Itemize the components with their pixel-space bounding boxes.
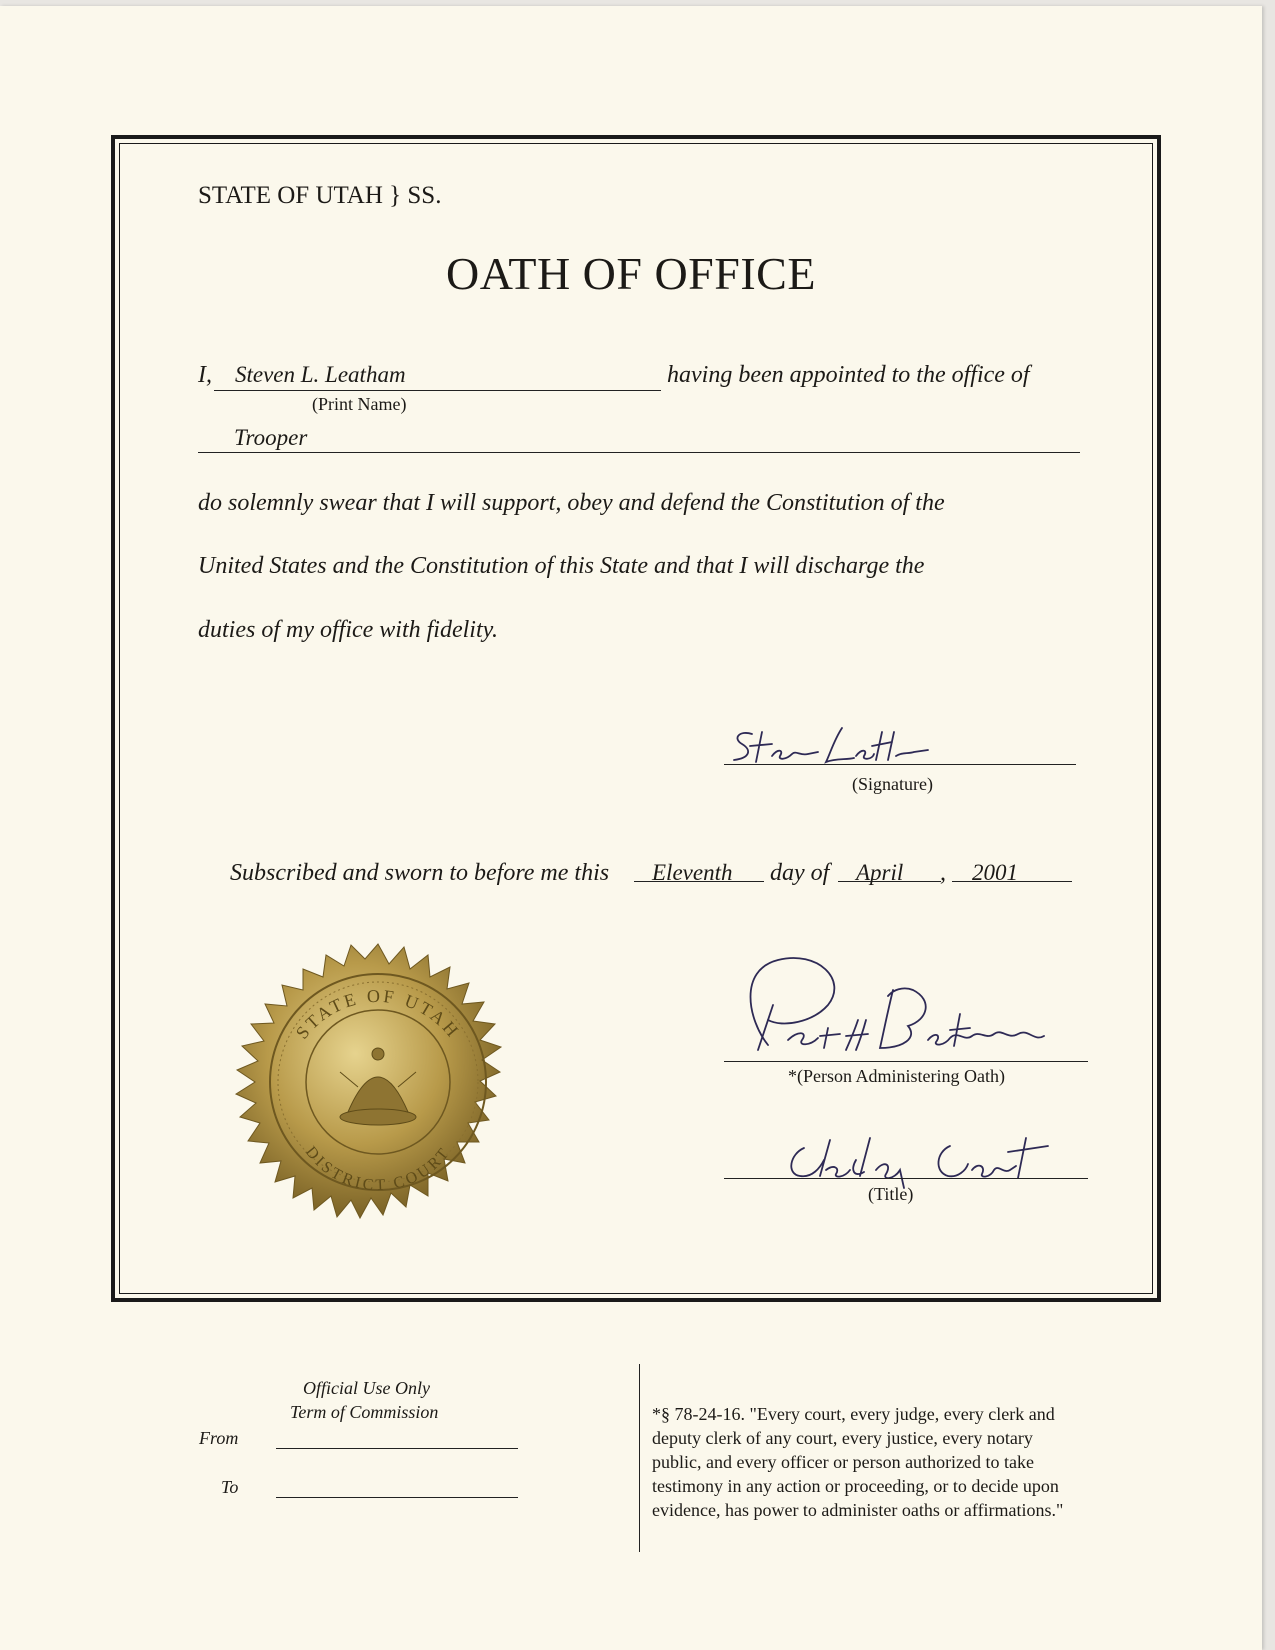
name-line <box>214 390 661 391</box>
administrator-title-image <box>780 1130 1060 1190</box>
page-title: OATH OF OFFICE <box>446 248 816 299</box>
office-line <box>198 452 1080 453</box>
date-comma: , <box>940 860 946 886</box>
footer-divider <box>639 1364 640 1552</box>
print-name-caption: (Print Name) <box>312 394 407 414</box>
to-label: To <box>221 1477 239 1497</box>
administrator-caption: *(Person Administering Oath) <box>788 1066 1005 1086</box>
seal-text-bottom: DISTRICT COURT <box>301 1143 455 1195</box>
statute-line: *§ 78-24-16. "Every court, every judge, every clerk and <box>652 1404 1055 1424</box>
sworn-year: 2001 <box>972 860 1018 885</box>
statute-line: deputy clerk of any court, every justice, every notary <box>652 1428 1033 1448</box>
appointed-text: having been appointed to the office of <box>667 362 1030 388</box>
office-title: Trooper <box>234 425 308 450</box>
to-line <box>276 1497 518 1498</box>
from-label: From <box>199 1428 239 1448</box>
statute-line: public, and every officer or person authorized to take <box>652 1452 1035 1472</box>
administrator-line <box>724 1061 1088 1062</box>
day-of-text: day of <box>770 860 830 886</box>
sworn-day: Eleventh <box>652 860 733 885</box>
oath-line-1: do solemnly swear that I will support, obey and defend the Constitution of the <box>198 490 945 516</box>
title-line <box>724 1178 1088 1179</box>
statute-line: testimony in any action or proceeding, or to decide upon <box>652 1476 1059 1496</box>
court-seal <box>228 942 528 1242</box>
venue-line: STATE OF UTAH } SS. <box>198 182 442 209</box>
statute-line: evidence, has power to administer oaths or affirmations." <box>652 1500 1064 1520</box>
signature-line <box>724 764 1076 765</box>
signature-image <box>722 720 972 770</box>
title-caption: (Title) <box>868 1184 914 1204</box>
statute-text <box>652 1402 1063 1522</box>
from-line <box>276 1448 518 1449</box>
subscribed-prefix: Subscribed and sworn to before me this <box>230 860 610 886</box>
term-of-commission: Term of Commission <box>290 1402 439 1422</box>
official-use-heading: Official Use Only <box>303 1378 430 1398</box>
oath-intro: I, <box>198 362 212 388</box>
oath-line-3: duties of my office with fidelity. <box>198 617 498 643</box>
seal-text-top: STATE OF UTAH <box>291 985 465 1043</box>
printed-name: Steven L. Leatham <box>235 362 406 387</box>
sworn-month: April <box>856 860 904 885</box>
oath-line-2: United States and the Constitution of this State and that I will discharge the <box>198 553 925 579</box>
administrator-signature-image <box>728 950 1098 1062</box>
signature-caption: (Signature) <box>852 774 933 794</box>
